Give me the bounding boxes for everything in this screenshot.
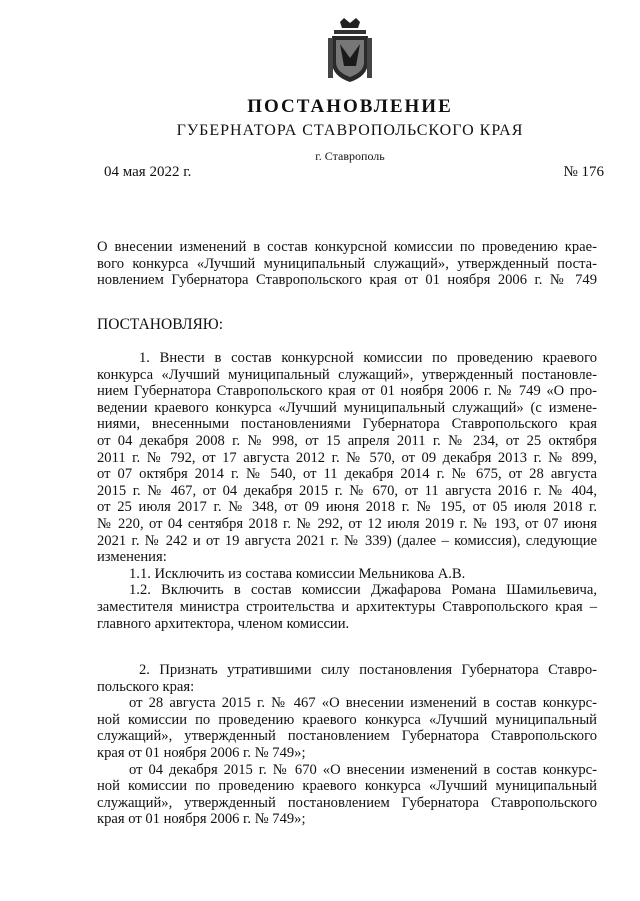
text-line: ной комиссии по проведению краевого конкурса «Лучший муниципальный (97, 711, 597, 728)
text-line: служащий», утвержденный постановлением Губернатора Ставропольского (97, 728, 597, 745)
paragraph-item-2 (97, 662, 597, 828)
text-line: 2021 г. № 242 и от 19 августа 2021 г. № 339) (далее – комиссия), следующие (97, 532, 597, 549)
text-line: новлением Губернатора Ставропольского края от 01 ноября 2006 г. № 749 (97, 272, 597, 289)
text-line: ной комиссии по проведению краевого конкурса «Лучший муниципальный (97, 778, 597, 795)
text-line: вого конкурса «Лучший муниципальный служащий», утвержденный поста- (97, 255, 597, 272)
text-line: от 28 августа 2015 г. № 467 «О внесении изменений в состав конкурс- (129, 695, 597, 712)
paragraph-item-1 (97, 350, 597, 632)
text-line: от 07 октября 2014 г. № 540, от 11 декабря 2014 г. № 675, от 28 августа (97, 466, 597, 483)
resolve-heading: ПОСТАНОВЛЯЮ: (97, 316, 224, 333)
document-subject (97, 239, 597, 289)
document-city: г. Ставрополь (315, 149, 385, 163)
document-date: 04 мая 2022 г. (104, 164, 192, 180)
text-line: края от 01 ноября 2006 г. № 749»; (97, 811, 306, 828)
text-line: 2. Признать утратившими силу постановления Губернатора Ставро- (139, 662, 597, 678)
document-title: ПОСТАНОВЛЕНИЕ (247, 96, 453, 117)
text-line: служащий», утвержденный постановлением Губернатора Ставропольского (97, 794, 597, 811)
coat-of-arms-icon (328, 18, 372, 84)
text-line: от 04 декабря 2008 г. № 998, от 15 апреля 2011 г. № 234, от 25 октября (97, 432, 597, 449)
text-line: 1.1. Исключить из состава комиссии Мельникова А.В. (129, 565, 466, 582)
text-line: О внесении изменений в состав конкурсной комиссии по проведению крае- (97, 239, 597, 255)
text-line: главного архитектора, членом комиссии. (97, 615, 350, 632)
text-line: 1.2. Включить в состав комиссии Джафарова Романа Шамильевича, (129, 582, 597, 599)
document-number: № 176 (563, 164, 604, 180)
document-subtitle: ГУБЕРНАТОРА СТАВРОПОЛЬСКОГО КРАЯ (176, 122, 524, 139)
text-line: от 04 декабря 2015 г. № 670 «О внесении изменений в состав конкурс- (129, 761, 597, 778)
text-line: заместителя министра строительства и архитектуры Ставропольского края – (97, 598, 597, 615)
text-line: польского края: (97, 678, 195, 695)
text-line: 2011 г. № 792, от 17 августа 2012 г. № 570, от 09 декабря 2013 г. № 899, (97, 449, 597, 466)
text-line: изменения: (97, 549, 167, 566)
text-line: 1. Внести в состав конкурсной комиссии по проведению краевого (139, 350, 597, 366)
text-line: № 220, от 04 сентября 2018 г. № 292, от 12 июля 2019 г. № 193, от 07 июня (97, 515, 597, 532)
text-line: края от 01 ноября 2006 г. № 749»; (97, 744, 306, 761)
text-line: нием Губернатора Ставропольского края от 01 ноября 2006 г. № 749 «О про- (97, 383, 597, 400)
text-line: от 25 июля 2017 г. № 348, от 09 июня 2018 г. № 195, от 05 июля 2018 г. (97, 499, 597, 516)
text-line: 2015 г. № 467, от 04 декабря 2015 г. № 670, от 11 августа 2016 г. № 404, (97, 482, 597, 499)
text-line: ниями, внесенными постановлениями Губернатора Ставропольского края (97, 416, 597, 433)
text-line: конкурса «Лучший муниципальный служащий», утвержденный постановле- (97, 366, 597, 383)
text-line: ведении краевого конкурса «Лучший муниципальный служащий» (с измене- (97, 399, 597, 416)
